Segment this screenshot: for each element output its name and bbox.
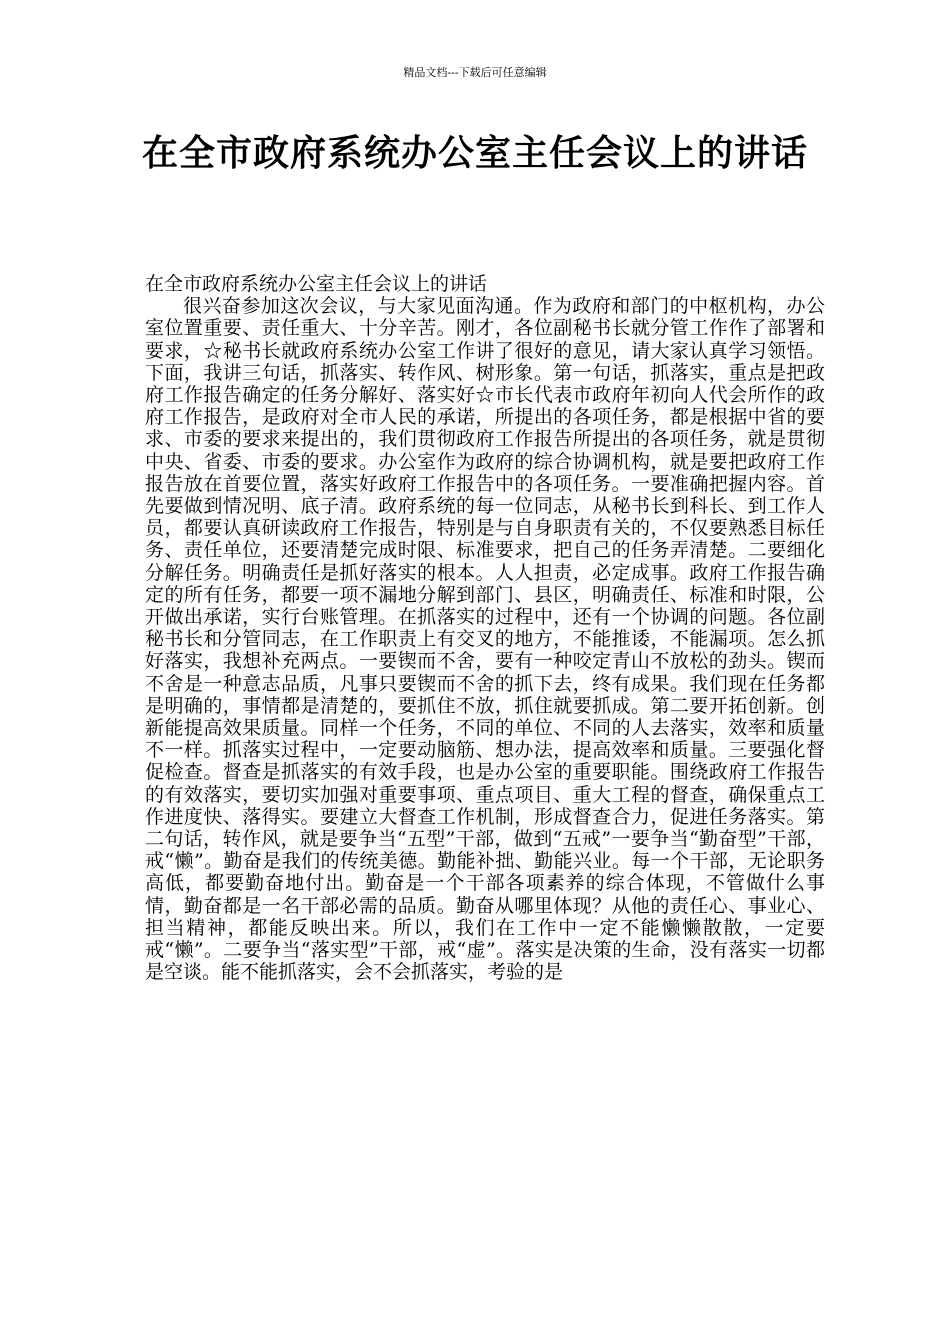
document-title: 在全市政府系统办公室主任会议上的讲话 <box>141 133 808 174</box>
header-note: 精品文档---下载后可任意编辑 <box>403 66 547 79</box>
document-subtitle: 在全市政府系统办公室主任会议上的讲话 <box>145 273 488 295</box>
body-paragraph: 很兴奋参加这次会议，与大家见面沟通。作为政府和部门的中枢机构，办公室位置重要、责任重大、十分辛苦。刚才，各位副秘书长就分管工作作了部署和要求，☆秘书长就政府系统办公室工作讲了很好的意见，请大家认真学习领悟。下面，我讲三句话，抓落实、转作风、树形象。第一句话，抓落实，重点是把政府工作报告确定的任务分解好、落实好☆市长代表市政府年初向人代会所作的政府工作报告，是政府对全市人民的承诺，所提出的各项任务，都是根据中省的要求、市委的要求来提出的，我们贯彻政府工作报告所提出的各项任务，就是贯彻中央、省委、市委的要求。办公室作为政府的综合协调机构，就是要把政府工作报告放在首要位置，落实好政府工作报告中的各项任务。一要准确把握内容。首先要做到情况明、底子清。政府系统的每一位同志，从秘书长到科长、到工作人员，都要认真研读政府工作报告，特别是与自身职责有关的，不仅要熟悉目标任务、责任单位，还要清楚完成时限、标准要求，把自己的任务弄清楚。二要细化分解任务。明确责任是抓好落实的根本。人人担责，必定成事。政府工作报告确定的所有任务，都要一项不漏地分解到部门、县区，明确责任、标准和时限，公开做出承诺，实行台账管理。在抓落实的过程中，还有一个协调的问题。各位副秘书长和分管同志，在工作职责上有交叉的地方，不能推诿，不能漏项。怎么抓好落实，我想补充两点。一要锲而不舍，要有一种咬定青山不放松的劲头。锲而不舍是一种意志品质，凡事只要锲而不舍的抓下去，终有成果。我们现在任务都是明确的，事情都是清楚的，要抓住不放，抓住就要抓成。第二要开拓创新。创新能提高效果质量。同样一个任务，不同的单位、不同的人去落实，效率和质量不一样。抓落实过程中，一定要动脑筋、想办法，提高效率和质量。三要强化督促检查。督查是抓落实的有效手段，也是办公室的重要职能。围绕政府工作报告的有效落实，要切实加强对重要事项、重点项目、重大工程的督查，确保重点工作进度快、落得实。要建立大督查工作机制，形成督查合力，促进任务落实。第二句话，转作风，就是要争当“五型”干部，做到“五戒”一要争当“勤奋型”干部，戒“懒”。勤奋是我们的传统美德。勤能补拙、勤能兴业。每一个干部，无论职务高低，都要勤奋地付出。勤奋是一个干部各项素养的综合体现，不管做什么事情，勤奋都是一名干部必需的品质。勤奋从哪里体现？从他的责任心、事业心、担当精神，都能反映出来。所以，我们在工作中一定不能懒懒散散，一定要戒“懒”。二要争当“落实型”干部，戒“虚”。落实是决策的生命，没有落实一切都是空谈。能不能抓落实，会不会抓落实，考验的是 <box>145 295 825 984</box>
document-body <box>145 273 825 984</box>
